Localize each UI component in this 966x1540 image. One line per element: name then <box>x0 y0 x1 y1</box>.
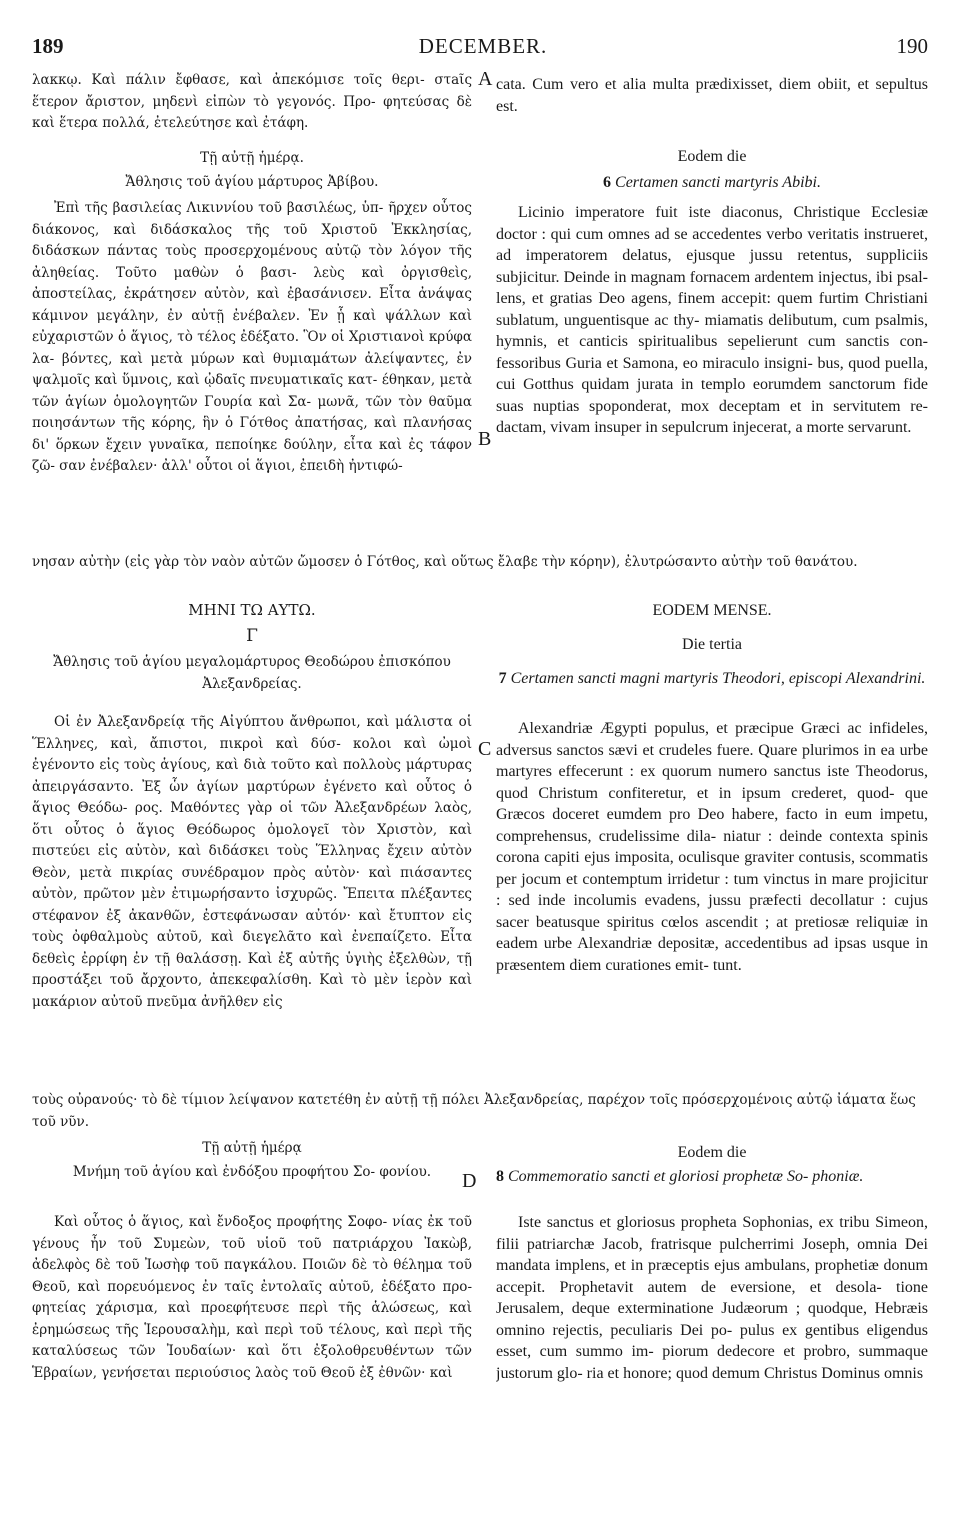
greek-day-letter: Γ <box>246 626 258 646</box>
greek-heading-title: Ἄθλησις τοῦ ἁγίου μάρτυρος Ἀβίβου. <box>125 174 379 190</box>
greek-paragraph: λακκῳ. Καὶ πάλιν ἔφθασε, καὶ ἀπεκόμισε τοῖς θερι- στaῖς ἕτερον ἄριστον, μηδενὶ εἰπὼν τὸ γεγονός. Προ- φητεύσας δὲ καὶ ἕτερα πολλά, ἐτελεύτησε καὶ ἐτάφη. <box>32 72 472 131</box>
greek-heading-title: Ἄθλησις τοῦ ἁγίου μεγαλομάρτυρος Θεοδώρου ἐπισκόπου Ἀλεξανδρείας. <box>53 654 451 692</box>
latin-heading-title <box>496 668 928 690</box>
latin-heading-day: Eodem die <box>677 148 747 165</box>
greek-section-1 <box>32 70 472 136</box>
greek-heading-day: Τῇ αὐτῇ ἡμέρᾳ <box>202 1140 302 1156</box>
greek-paragraph: Καὶ οὗτος ὁ ἅγιος, καὶ ἔνδοξος προφήτης Σοφο- νίας ἐκ τοῦ γένους ἦν τοῦ Συμεὼν, τοῦ υἱοῦ τοῦ πατριάρχου Ἰακὼβ, ἀδελφὸς δὲ τοῦ Ἰωσὴφ τοῦ παγκάλου. Ποιῶν δὲ τὸ θέλημα τοῦ Θεοῦ, καὶ πορευόμενος ἐν ταῖς ἐντολαῖς αὐτοῦ, ἐδέξατο προ- φητείας χάρισμα, καὶ προεφήτευσε περὶ τῆς ἁλώσεως, καὶ ἐρημώσεως τῆς Ἱερουσαλὴμ, καὶ περὶ τοῦ τέλους, καὶ περὶ τῆς καταλύσεως τῶν Ἰουδαίων· καὶ ὅτι ἐξολοθρευθέντων τῶν Ἑβραίων, γενήσεται περιούσιος λαὸς τοῦ Θεοῦ ἐξ ἐθνῶν· καὶ <box>32 1214 472 1381</box>
entry-title: Certamen sancti martyris Abibi. <box>615 174 821 191</box>
running-title: DECEMBER. <box>418 34 548 58</box>
latin-month-heading: EODEM MENSE. <box>652 602 772 619</box>
latin-paragraph: Licinio imperatore fuit iste diaconus, Christique Ecclesiæ doctor : qui cum omnes ad se accedentes verbo veritatis instrueret, ad imperatorem delatus, ejusque jussu retentus, suppliciis subjicitur. Deinde in magnam fornacem ardentem injectus, ibi psal- lens, et gratias Deo agens, finem accepit: quem furtim Christiani sublatum, unguentisque ac thy- miamatis delibutum, cum psalmis, hymnis, et canticis spiritualibus sepelierunt cum sanctis con- fessoribus Guria et Samona, eo miraculo insigni- bus, quod puella, cui Gotthus quidam jurata in templo eorumdem sanctorum fide suas nuptias spoponderat, mox deceptam et in servitutem re- dactam, vivam insuper in sepulcrum injecerat, a morte servarunt. <box>496 204 928 436</box>
greek-heading-title: Μνήμη τοῦ ἁγίου καὶ ἐνδόξου προφήτου Σο- φονίου. <box>72 1164 432 1180</box>
greek-section-2 <box>32 198 472 544</box>
margin-letter-b: B <box>478 428 492 450</box>
page-number-left: 189 <box>32 34 64 58</box>
greek-paragraph: Ἐπὶ τῆς βασιλείας Λικιννίου τοῦ βασιλέως, ὑπ- ῆρχεν οὗτος διάκονος, καὶ διδάσκαλος τῆς τοῦ Χριστοῦ Ἐκκλησίας, διδάσκων πάντας τοὺς προσερχομένους αὐτῷ τὸν λόγον τῆς ἀληθείας. Τοῦτο μαθὼν ὁ βασι- λεὺς καὶ ὀργισθεὶς, ἀποστείλας, ἐκράτησεν αὐτὸν, καὶ ἐβασάνισεν. Εἶτα ἀνάψας κάμινον μεγάλην, ἐν αὐτῇ ἐνέβαλεν. Ἐν ᾗ καὶ ψάλλων καὶ εὐχαριστῶν ὁ ἅγιος, τὸ τέλος ἐδέξατο. Ὃν οἱ Χριστιανοὶ κρύφα λα- βόντες, καὶ μετὰ μύρων καὶ θυμιαμάτων ἀλείψαντες, ἐν ψαλμοῖς καὶ ὕμνοις, καὶ ᾠδαῖς πνευματικαῖς κατ- έθηκαν, μετὰ τῶν ἁγίων ὁμολογητῶν Γουρία καὶ Σα- μωνᾶ, τῶν τὸν θαῦμα ποιησάντων τῆς κόρης, ἣν ὁ Γότθος ἀπατήσας, καὶ πλανήσας δι' ὅρκων ἔχειν γυναῖκα, πεποίηκε δούλην, εἶτα καὶ ἐς τάφον ζῶ- σαν ἐνέβαλεν· ἀλλ' οὗτοι οἱ ἅγιοι, ἐπειδὴ ἠντιφώ- <box>32 200 472 474</box>
entry-title: Commemoratio sancti et gloriosi prophetæ So- phoniæ. <box>508 1168 864 1185</box>
latin-section-3 <box>496 718 928 1088</box>
entry-number: 6 <box>603 174 612 191</box>
latin-heading-title <box>496 172 928 194</box>
latin-section-2 <box>496 202 928 548</box>
margin-letter-a: A <box>478 68 493 90</box>
latin-paragraph: cata. Cum vero et alia multa prædixisset, diem obiit, et sepultus est. <box>496 76 928 115</box>
entry-title: Certamen sancti magni martyris Theodori, episcopi Alexandrini. <box>510 670 926 687</box>
entry-number: 8 <box>496 1168 504 1185</box>
page-number-right: 190 <box>896 34 928 58</box>
greek-section-3 <box>32 712 472 1082</box>
latin-section-4 <box>496 1212 928 1450</box>
latin-paragraph: Alexandriæ Ægypti populus, et præcipue Græci ac infideles, adversus sanctos sævi et crudeles fuere. Quare plurimos in ea urbe martyres effecerunt : ex quorum numero sanctus iste Theodorus, quod Christum confiteretur, et in ipsum crederet, quod- que Græcos doceret eumdem pro Deo habere, facto in eum impetu, comprehensus, crudelissime dila- niatur : deinde contexta spinis corona capiti ejus imposita, oculisque graviter contusis, scommatis per jocum et contemptum irridetur : tum vinctus in mare projicitur : sed inde incolumis evadens, jussu præfecti decollatur : cujus sacer beatusque spiritus cœlos ascendit ; at pretiosæ reliquiæ in eadem urbe Alexandriæ depositæ, accedentibus ad ipsas usque in præsentem diem curationes emit- tunt. <box>496 720 928 974</box>
greek-full-width-line: τοὺς οὐρανούς· τὸ δὲ τίμιον λείψανον κατετέθη ἐν αὐτῇ τῇ πόλει Ἀλεξανδρείας, παρέχον τοῖς πρόσερχομένοις αὐτῷ ἰάματα ἕως τοῦ νῦν. <box>32 1092 916 1130</box>
latin-heading-day: Eodem die <box>677 1144 747 1161</box>
greek-full-width-line: νησαν αὐτὴν (εἰς γὰρ τὸν ναὸν αὐτῶν ὤμοσεν ὁ Γότθος, καὶ οὕτως ἔλαβε τὴν κόρην), ἐλυτρώσαντο αὐτὴν τοῦ θανάτου. <box>32 554 858 570</box>
margin-letter-c: C <box>478 738 492 760</box>
margin-letter-d: D <box>462 1170 477 1192</box>
greek-paragraph: Οἱ ἐν Ἀλεξανδρείᾳ τῆς Αἰγύπτου ἄνθρωποι, καὶ μάλιστα οἱ Ἕλληνες, καὶ, ἄπιστοι, πικροὶ καὶ δύσ- κολοι καὶ ὠμοὶ ἐγένοντο εἰς τοὺς ἁγίους, καὶ διὰ τοῦτο καὶ πολλοὺς μάρτυρας ἀπειργάσαντο. Ἐξ ὧν ἁγίων μαρτύρων ἐγένετο καὶ οὗτος ὁ ἅγιος Θεόδω- ρος. Μαθόντες γὰρ οἱ τῶν Ἀλεξανδρέων λαὸς, ὅτι οὗτος ὁ ἅγιος Θεόδωρος ὁμολογεῖ τὸν Χριστὸν, καὶ πιστεύει εἰς αὐτὸν, καὶ διδάσκει τοὺς Ἕλληνας ἔχειν αὐτὸν Θεὸν, μετὰ πικρίας συνέδραμον πρὸς αὐτὸν· καὶ πιάσαντες αὐτὸν, πρῶτον μὲν ἐτιμωρήσαντο ἰσχυρῶς. Ἔπειτα πλέξαντες στέφανον ἐξ ἀκανθῶν, ἐστεφάνωσαν αὐτόν· καὶ ἔτυπτον εἰς τοὺς ὀφθαλμοὺς αὐτοῦ, καὶ διεγελᾶτο καὶ ἐνεπαίζετο. Εἶτα δεθεὶς ἐρρίφη ἐν τῇ θαλάσσῃ. Καὶ ἐξ αὐτῆς ὑγιὴς ἐξελθὼν, τῇ προστάξει τοῦ ἄρχοντο, ἀπεκεφαλίσθη. Καὶ τὸ μὲν ἱερὸν καὶ μακάριον αὐτοῦ πνεῦμα ἀνῆλθεν εἰς <box>32 714 472 1010</box>
latin-heading-title <box>496 1166 928 1188</box>
latin-section-1 <box>496 74 928 118</box>
greek-month-heading: ΜΗΝΙ ΤΩ ΑΥΤΩ. <box>188 601 316 619</box>
greek-section-4 <box>32 1212 472 1444</box>
latin-paragraph: Iste sanctus et gloriosus propheta Sophonias, ex tribu Simeon, filii patriarchæ Jacob, fratrisque pulcherrimi Joseph, omnia Dei mandata implens, et in præceptis ejus ambulans, prophetiæ donum accepit. Prophetavit autem de eversione, et desola- tione Jerusalem, deque exterminatione Judæorum ; quodque, Hebræis omnino rejectis, peculiaris Dei po- pulus ex gentibus eligendus esset, cum summo im- piorum dedecore et probro, summaque justorum glo- ria et honore; quod demum Christus Dominus omnis <box>496 1214 928 1382</box>
greek-heading-day: Τῇ αὐτῇ ἡμέρᾳ. <box>200 150 304 166</box>
entry-number: 7 <box>498 670 507 687</box>
latin-day-heading: Die tertia <box>682 636 742 653</box>
